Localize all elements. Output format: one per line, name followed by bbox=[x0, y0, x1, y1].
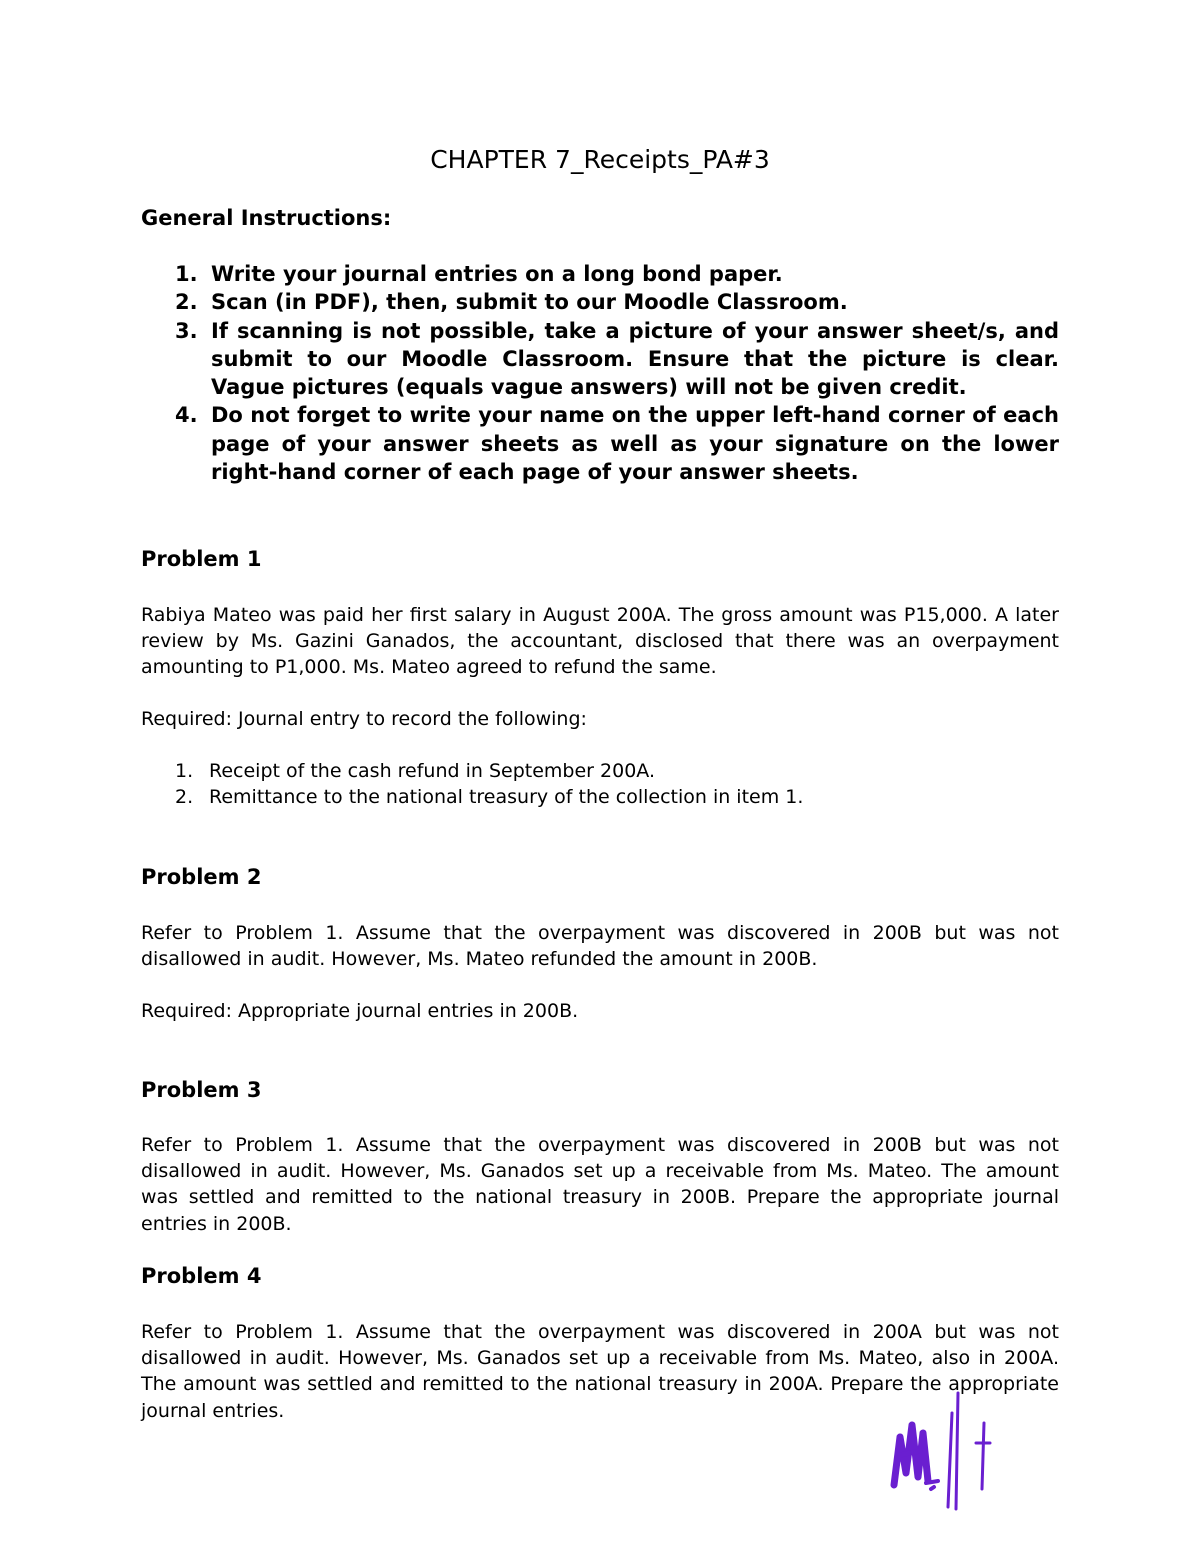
handwritten-signature bbox=[890, 1385, 1000, 1525]
problem-1-items bbox=[141, 758, 803, 810]
problem-1-heading: Problem 1 bbox=[141, 547, 262, 571]
problem-4-heading: Problem 4 bbox=[141, 1264, 262, 1288]
general-instructions-heading: General Instructions: bbox=[141, 206, 392, 230]
page-title: CHAPTER 7_Receipts_PA#3 bbox=[430, 145, 770, 174]
list-item: 2. Scan (in PDF), then, submit to our Moodle Classroom. bbox=[175, 290, 848, 315]
problem-2-body: Refer to Problem 1. Assume that the overpayment was discovered in 200B but was not disallowed in audit. However, Ms. Mateo refunded the amount in 200B. bbox=[141, 922, 1059, 971]
problem-4-body: Refer to Problem 1. Assume that the overpayment was discovered in 200A but was not disallowed in audit. However, Ms. Ganados set up a receivable from Ms. Mateo, also in 200A. The amount was settled and remitted to the national treasury in 200A. Prepare the appropriate journal entries. bbox=[141, 1321, 1059, 1422]
list-item: 1. Receipt of the cash refund in September 200A. bbox=[175, 760, 655, 782]
problem-3-body: Refer to Problem 1. Assume that the overpayment was discovered in 200B but was not disallowed in audit. However, Ms. Ganados set up a receivable from Ms. Mateo. The amount was settled and remitted to the national treasury in 200B. Prepare the appropriate journal entries in 200B. bbox=[141, 1134, 1059, 1235]
list-item: 1. Write your journal entries on a long bond paper. bbox=[175, 262, 783, 286]
problem-2-required: Required: Appropriate journal entries in 200B. bbox=[141, 1000, 579, 1022]
problem-1-body: Rabiya Mateo was paid her first salary in August 200A. The gross amount was P15,000. A later review by Ms. Gazini Ganados, the accountant, disclosed that there was an overpayment amounting to P1,000. Ms. Mateo agreed to refund the same. bbox=[141, 604, 1059, 679]
list-item: 3. If scanning is not possible, take a picture of your answer sheet/s, and submit to our Moodle Classroom. Ensure that the picture is clear. Vague pictures (equals vague answers) will not be given credit. bbox=[175, 318, 1059, 400]
instructions-list bbox=[141, 260, 1059, 486]
list-item: 2. Remittance to the national treasury of the collection in item 1. bbox=[175, 786, 804, 808]
problem-3-heading: Problem 3 bbox=[141, 1078, 262, 1102]
problem-1-required: Required: Journal entry to record the following: bbox=[141, 708, 587, 730]
problem-2-heading: Problem 2 bbox=[141, 865, 262, 889]
list-item: 4. Do not forget to write your name on the upper left-hand corner of each page of your answer sheets as well as your signature on the lower right-hand corner of each page of your answer sheets. bbox=[175, 403, 1059, 485]
